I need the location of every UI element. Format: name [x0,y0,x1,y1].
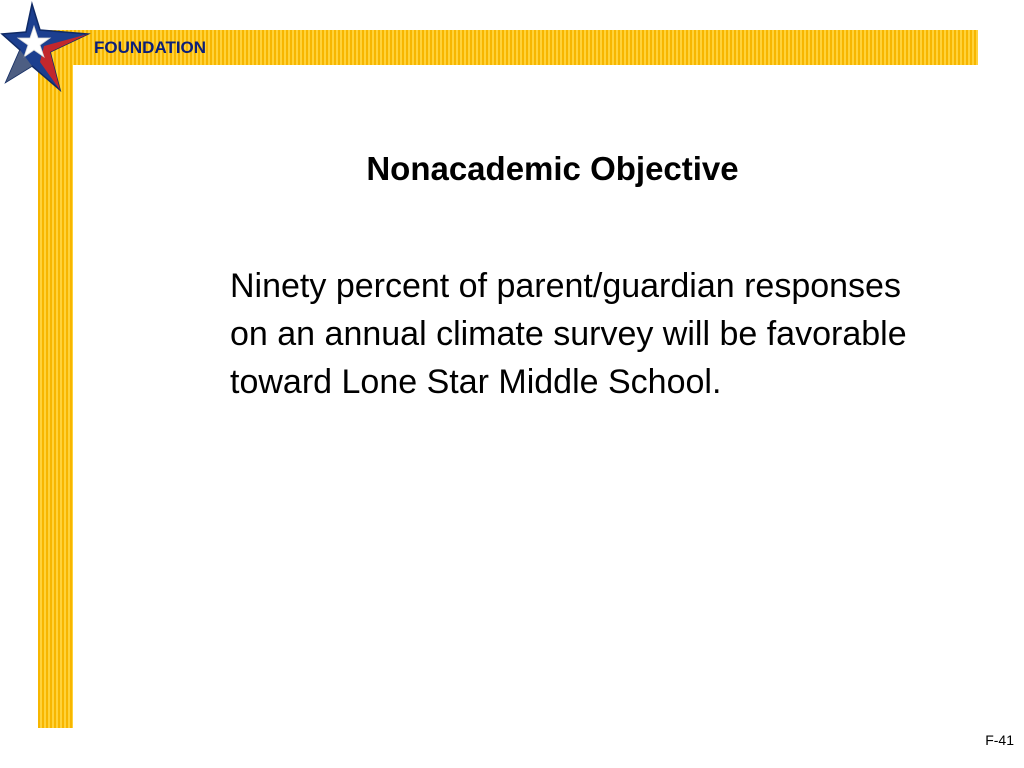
page-number: F-41 [985,732,1014,748]
objective-text: Ninety percent of parent/guardian responses on an annual climate survey will be favorable toward Lone Star Middle School. [230,267,907,401]
slide-title: Nonacademic Objective [366,150,739,187]
section-label: FOUNDATION [94,38,207,57]
left-sidebar-bar [38,30,73,728]
texas-star-logo-icon [0,0,92,92]
